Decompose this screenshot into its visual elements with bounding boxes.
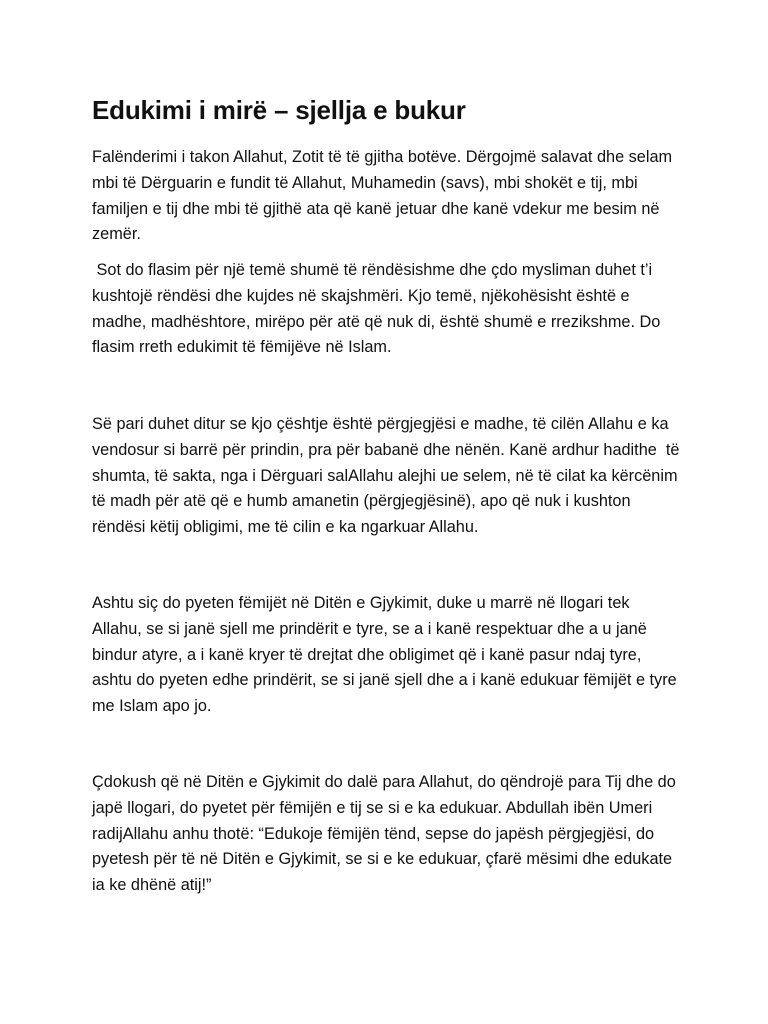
paragraph-line: familjen e tij dhe mbi të gjithë ata që kanë jetuar dhe kanë vdekur me besim në bbox=[92, 199, 660, 218]
paragraph-line: radijAllahu anhu thotë: “Edukoje fëmijën tënd, sepse do japësh përgjegjësi, do bbox=[92, 824, 655, 843]
paragraph-responsibility bbox=[92, 412, 692, 541]
paragraph-accountability bbox=[92, 591, 692, 720]
paragraph-line: Falënderimi i takon Allahut, Zotit të të gjitha botëve. Dërgojmë salavat dhe selam bbox=[92, 148, 673, 166]
paragraph-line: ia ke dhënë atij!” bbox=[92, 876, 212, 895]
paragraph-line: mbi të Dërguarin e fundit të Allahut, Muhamedin (savs), mbi shokët e tij, mbi bbox=[92, 173, 638, 192]
paragraph-line: pyetesh për të në Ditën e Gjykimit, se si e ke edukuar, çfarë mësimi dhe edukate bbox=[92, 850, 673, 869]
paragraph-line: flasim rreth edukimit të fëmijëve në Islam. bbox=[92, 338, 392, 357]
paragraph-line: Sot do flasim për një temë shumë të rëndësishme dhe çdo mysliman duhet t’i bbox=[92, 261, 653, 279]
paragraph-line: shumta, të sakta, nga i Dërguari salAllahu alejhi ue selem, në të cilat ka kërcënim bbox=[92, 466, 678, 485]
paragraph-line: Së pari duhet ditur se kjo çështje është përgjegjësi e madhe, të cilën Allahu e ka bbox=[92, 415, 669, 433]
paragraph-line: zemër. bbox=[92, 225, 141, 244]
paragraph-line: Ashtu siç do pyeten fëmijët në Ditën e Gjykimit, duke u marrë në llogari tek bbox=[92, 594, 630, 612]
paragraph-line: të madh për atë që e humb amanetin (përgjegjësinë), apo që nuk i kushton bbox=[92, 492, 631, 511]
paragraph-intro bbox=[92, 145, 692, 248]
paragraph-line: Allahu, se si janë sjell me prindërit e tyre, se a i kanë respektuar dhe a u janë bbox=[92, 619, 647, 638]
paragraph-line: bindur atyre, a i kanë kryer të drejtat dhe obligimet që i kanë pasur ndaj tyre, bbox=[92, 645, 642, 664]
paragraph-quote bbox=[92, 770, 692, 899]
paragraph-line: japë llogari, do pyetet për fëmijën e tij se si e ka edukuar. Abdullah ibën Umeri bbox=[92, 798, 653, 817]
paragraph-topic bbox=[92, 258, 692, 361]
paragraph-line: Çdokush që në Ditën e Gjykimit do dalë para Allahut, do qëndrojë para Tij dhe do bbox=[92, 773, 676, 791]
paragraph-line: me Islam apo jo. bbox=[92, 697, 212, 716]
paragraph-line: vendosur si barrë për prindin, pra për babanë dhe nënën. Kanë ardhur hadithe të bbox=[92, 440, 680, 459]
paragraph-line: ashtu do pyeten edhe prindërit, se si janë sjell dhe a i kanë edukuar fëmijët e tyre bbox=[92, 671, 677, 690]
paragraph-line: madhe, madhështore, mirëpo për atë që nuk di, është shumë e rrezikshme. Do bbox=[92, 312, 661, 331]
paragraph-line: rëndësi këtij obligimi, me të cilin e ka ngarkuar Allahu. bbox=[92, 518, 479, 537]
paragraph-line: kushtojë rëndësi dhe kujdes në skajshmëri. Kjo temë, njëkohësisht është e bbox=[92, 286, 630, 305]
document-title: Edukimi i mirë – sjellja e bukur bbox=[92, 95, 466, 125]
